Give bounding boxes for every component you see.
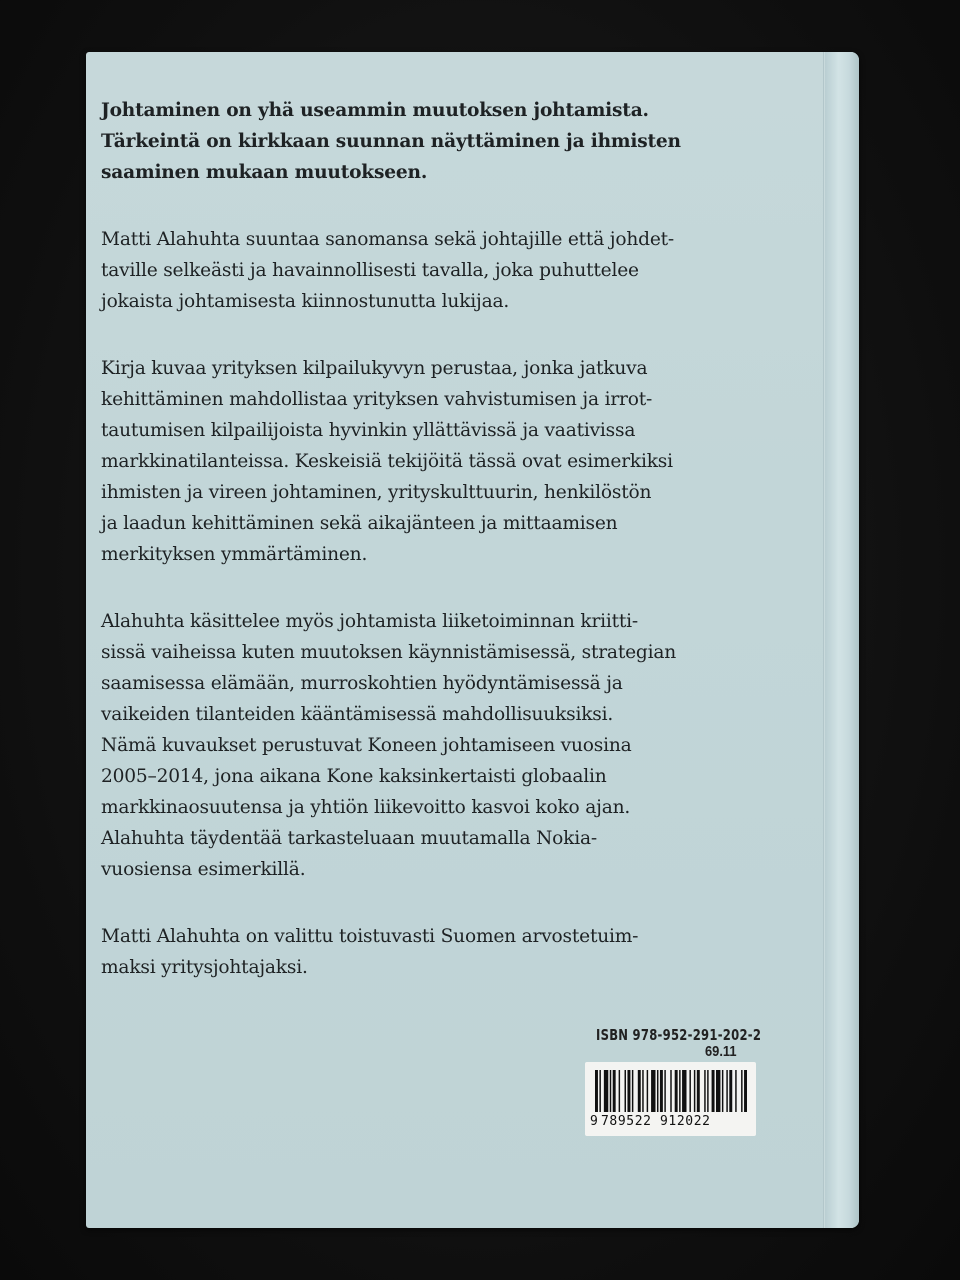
- text-line: saamisessa elämään, murroskohtien hyödyntämisessä ja: [101, 673, 623, 694]
- text-line: tautumisen kilpailijoista hyvinkin yllättävissä ja vaativissa: [101, 420, 636, 441]
- text-line: merkityksen ymmärtäminen.: [101, 544, 368, 565]
- isbn-number: ISBN 978-952-291-202-2: [596, 1026, 762, 1044]
- barcode-label: [585, 1062, 756, 1136]
- text-line: sissä vaiheissa kuten muutoksen käynnistämisessä, strategian: [101, 642, 677, 663]
- paragraph-book-summary: [101, 353, 673, 570]
- lead-line: saaminen mukaan muutokseen.: [101, 162, 428, 183]
- text-line: 2005–2014, jona aikana Kone kaksinkertaisti globaalin: [101, 766, 607, 787]
- text-line: markkinatilanteissa. Keskeisiä tekijöitä tässä ovat esimerkiksi: [101, 451, 673, 472]
- text-line: maksi yritysjohtajaksi.: [101, 957, 308, 978]
- text-line: Nämä kuvaukset perustuvat Koneen johtamiseen vuosina: [101, 735, 632, 756]
- text-line: ja laadun kehittäminen sekä aikajänteen ja mittaamisen: [101, 513, 618, 534]
- text-line: markkinaosuutensa ja yhtiön liikevoitto kasvoi koko ajan.: [101, 797, 631, 818]
- text-line: kehittäminen mahdollistaa yrityksen vahvistumisen ja irrot-: [101, 389, 653, 410]
- text-line: Kirja kuvaa yrityksen kilpailukyvyn perustaa, jonka jatkuva: [101, 358, 648, 379]
- paragraph-author-recognition: [101, 921, 661, 983]
- lead-line: Tärkeintä on kirkkaan suunnan näyttäminen ja ihmisten: [101, 131, 681, 152]
- text-line: taville selkeästi ja havainnollisesti tavalla, joka puhuttelee: [101, 260, 639, 281]
- lead-paragraph: [101, 95, 681, 188]
- text-line: Alahuhta täydentää tarkasteluaan muutamalla Nokia-: [101, 828, 597, 849]
- barcode-digits: 789522 912022: [601, 1114, 711, 1129]
- paragraph-author-intro: [101, 224, 674, 317]
- price-code: 69.11: [705, 1043, 737, 1060]
- text-line: jokaista johtamisesta kiinnostunutta lukijaa.: [101, 291, 510, 312]
- text-line: vaikeiden tilanteiden kääntämisessä mahdollisuuksiksi.: [101, 704, 614, 725]
- barcode-lead-digit: 9: [590, 1114, 598, 1129]
- blurb-text: [101, 95, 681, 1019]
- barcode-icon: [595, 1070, 747, 1112]
- text-line: vuosiensa esimerkillä.: [101, 859, 306, 880]
- paragraph-kone-leadership: [101, 606, 677, 885]
- text-line: ihmisten ja vireen johtaminen, yrityskulttuurin, henkilöstön: [101, 482, 652, 503]
- lead-line: Johtaminen on yhä useammin muutoksen johtamista.: [101, 100, 649, 121]
- text-line: Matti Alahuhta on valittu toistuvasti Suomen arvostetuim-: [101, 926, 639, 947]
- text-line: Alahuhta käsittelee myös johtamista liiketoiminnan kriitti-: [101, 611, 639, 632]
- text-line: Matti Alahuhta suuntaa sanomansa sekä johtajille että johdet-: [101, 229, 674, 250]
- book-spine: [825, 52, 859, 1228]
